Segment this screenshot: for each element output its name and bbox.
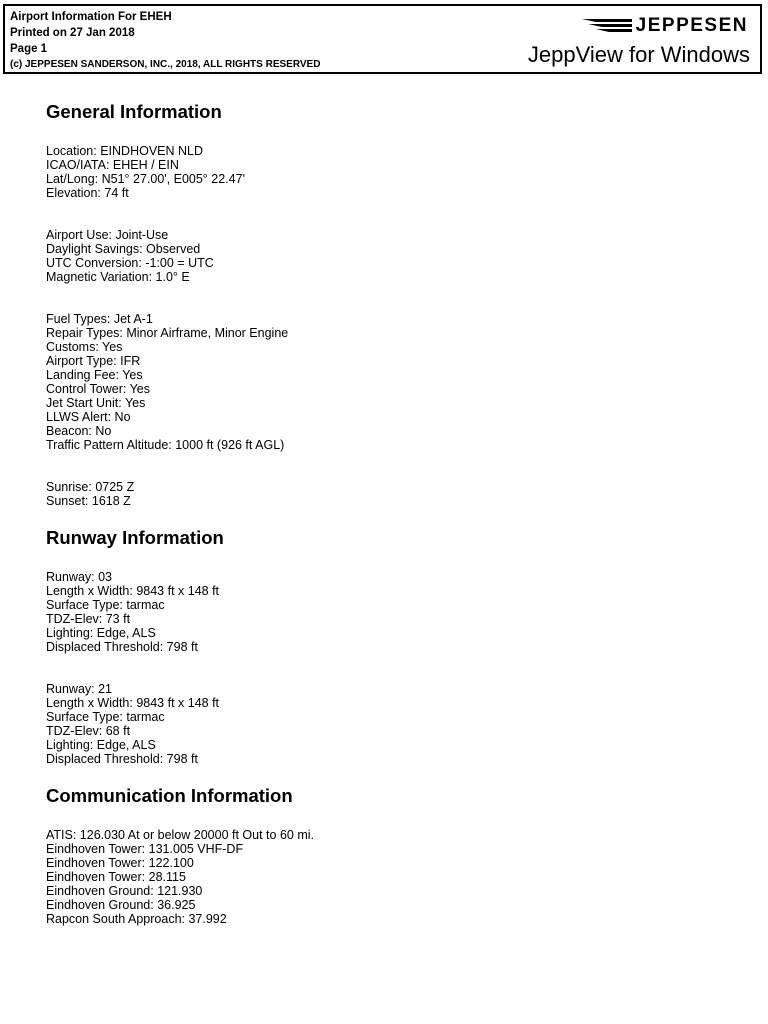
info-line: Sunset: 1618 Z [46, 494, 131, 508]
info-line: Displaced Threshold: 798 ft [46, 640, 198, 654]
info-line: Rapcon South Approach: 37.992 [46, 912, 227, 926]
info-line: Airport Type: IFR [46, 354, 141, 368]
general-sun-group [46, 480, 746, 508]
info-line: Eindhoven Tower: 122.100 [46, 856, 194, 870]
info-line: ICAO/IATA: EHEH / EIN [46, 158, 179, 172]
info-line: Elevation: 74 ft [46, 186, 129, 200]
info-line: Displaced Threshold: 798 ft [46, 752, 198, 766]
info-line: TDZ-Elev: 68 ft [46, 724, 131, 738]
info-line: Traffic Pattern Altitude: 1000 ft (926 ft AGL) [46, 438, 285, 452]
info-line: Landing Fee: Yes [46, 368, 143, 382]
info-line: Location: EINDHOVEN NLD [46, 144, 204, 158]
page-header [3, 4, 762, 74]
runway-21-group [46, 682, 746, 766]
info-line: Sunrise: 0725 Z [46, 480, 135, 494]
info-line: Magnetic Variation: 1.0° E [46, 270, 190, 284]
info-line: Eindhoven Ground: 36.925 [46, 898, 196, 912]
info-line: UTC Conversion: -1:00 = UTC [46, 256, 214, 270]
info-line: Repair Types: Minor Airframe, Minor Engine [46, 326, 289, 340]
info-line: Customs: Yes [46, 340, 123, 354]
document-title: Airport Information For EHEH [10, 11, 172, 23]
print-date: Printed on 27 Jan 2018 [10, 27, 135, 39]
info-line: LLWS Alert: No [46, 410, 131, 424]
info-line: Surface Type: tarmac [46, 598, 165, 612]
info-line: Lighting: Edge, ALS [46, 626, 156, 640]
general-location-group [46, 144, 746, 200]
brand-name: JEPPESEN [635, 15, 748, 36]
jeppesen-wing-logo-icon [582, 18, 632, 34]
info-line: Airport Use: Joint-Use [46, 228, 169, 242]
info-line: Beacon: No [46, 424, 112, 438]
info-line: Length x Width: 9843 ft x 148 ft [46, 584, 220, 598]
product-name: JeppView for Windows [527, 42, 750, 67]
info-line: ATIS: 126.030 At or below 20000 ft Out to 60 mi. [46, 828, 314, 842]
info-line: Eindhoven Tower: 28.115 [46, 870, 186, 884]
info-line: Eindhoven Tower: 131.005 VHF-DF [46, 842, 244, 856]
info-line: Jet Start Unit: Yes [46, 396, 146, 410]
page-content [46, 98, 746, 926]
info-line: Lat/Long: N51° 27.00', E005° 22.47' [46, 172, 245, 186]
info-line: Runway: 03 [46, 570, 113, 584]
info-line: Length x Width: 9843 ft x 148 ft [46, 696, 220, 710]
brand [582, 16, 748, 36]
info-line: Fuel Types: Jet A-1 [46, 312, 153, 326]
copyright-notice: (c) JEPPESEN SANDERSON, INC., 2018, ALL RIGHTS RESERVED [10, 59, 321, 70]
info-line: Daylight Savings: Observed [46, 242, 201, 256]
section-title-general: General Information [46, 101, 222, 122]
general-services-group [46, 312, 746, 452]
info-line: Surface Type: tarmac [46, 710, 165, 724]
info-line: Lighting: Edge, ALS [46, 738, 156, 752]
page-number: Page 1 [10, 43, 48, 55]
section-title-runway: Runway Information [46, 527, 224, 548]
communication-frequency-group [46, 828, 746, 926]
runway-03-group [46, 570, 746, 654]
info-line: TDZ-Elev: 73 ft [46, 612, 131, 626]
general-use-group [46, 228, 746, 284]
info-line: Runway: 21 [46, 682, 113, 696]
print-info [10, 9, 320, 73]
section-title-communication: Communication Information [46, 785, 293, 806]
info-line: Eindhoven Ground: 121.930 [46, 884, 203, 898]
info-line: Control Tower: Yes [46, 382, 150, 396]
